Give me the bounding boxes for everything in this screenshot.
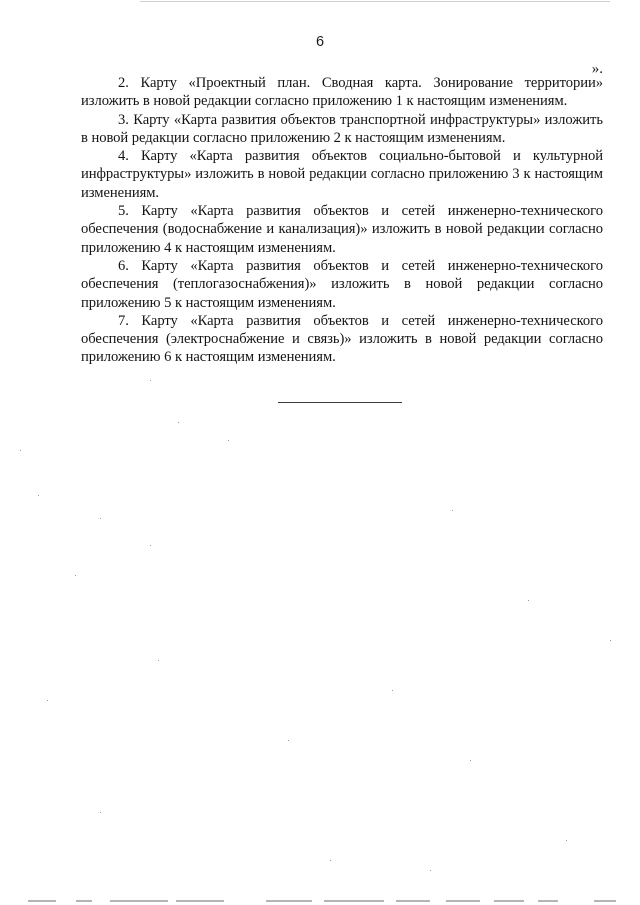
paragraph-item-5: 5. Карту «Карта развития объектов и сетей инженерно-технического обеспечения (водоснабжение и канализация)» изложить в новой редакции согласно приложению 4 к настоящим изменениям.	[81, 203, 603, 256]
scan-speck	[100, 812, 101, 813]
paragraph-item-3: 3. Карту «Карта развития объектов транспортной инфраструктуры» изложить в новой редакции согласно приложению 2 к настоящим изменениям.	[81, 111, 603, 146]
closing-quote: ».	[591, 61, 603, 77]
paragraph-item-7: 7. Карту «Карта развития объектов и сетей инженерно-технического обеспечения (электроснабжение и связь)» изложить в новой редакции согласно приложению 6 к настоящим изменениям.	[81, 312, 603, 366]
scan-speck	[452, 510, 453, 511]
scan-speck	[100, 518, 101, 519]
scan-speck	[228, 440, 229, 441]
scan-speck	[470, 760, 471, 761]
scan-speck	[566, 840, 567, 841]
scan-speck	[330, 860, 331, 861]
scan-speck	[430, 870, 431, 871]
paragraph-item-6: 6. Карту «Карта развития объектов и сетей инженерно-технического обеспечения (теплогазоснабжения)» изложить в новой редакции согласно приложению 5 к настоящим изменениям.	[81, 257, 603, 311]
page-number: 6	[315, 34, 325, 50]
scan-speck	[150, 380, 151, 381]
scan-speck	[150, 545, 151, 546]
scan-speck	[38, 495, 39, 496]
scan-bottom-edge	[28, 898, 618, 904]
scan-speck	[288, 740, 289, 741]
paragraph-item-4: 4. Карту «Карта развития объектов социально-бытовой и культурной инфраструктуры» изложить в новой редакции согласно приложению 3 к настоящим изменениям.	[81, 148, 603, 201]
scan-speck	[528, 600, 529, 601]
scan-speck	[20, 450, 21, 451]
scan-speck	[610, 640, 611, 641]
paragraph-item-2: 2. Карту «Проектный план. Сводная карта. Зонирование территории» изложить в новой редакции согласно приложению 1 к настоящим изменениям.	[81, 75, 603, 110]
scan-speck	[158, 660, 159, 661]
scan-speck	[392, 690, 393, 691]
scan-speck	[75, 575, 76, 576]
scan-speck	[47, 700, 48, 701]
scan-speck	[178, 422, 179, 423]
document-body	[81, 74, 603, 367]
end-of-text-rule	[278, 402, 402, 403]
scan-edge-line	[140, 1, 610, 2]
